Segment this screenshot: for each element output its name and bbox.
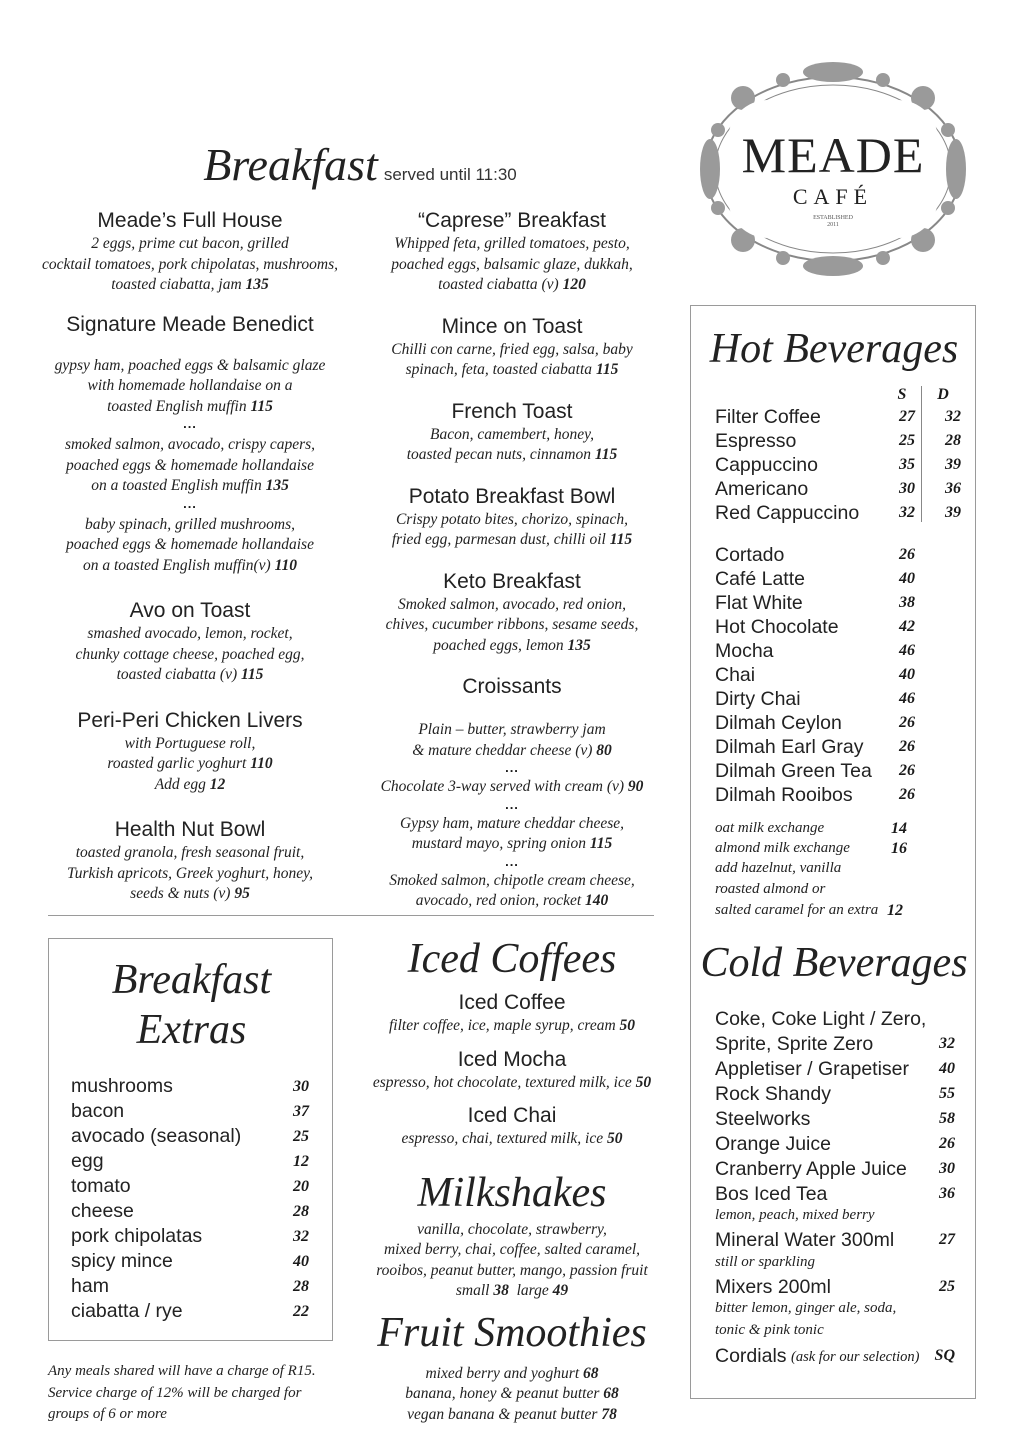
extras-row <box>71 1175 311 1199</box>
extras-price: 40 <box>293 1253 309 1270</box>
item-name: Croissants <box>462 675 562 698</box>
beverage-price: 27 <box>939 1231 955 1248</box>
beverage-price: 26 <box>899 546 915 563</box>
beverage-price: 32 <box>939 1035 955 1052</box>
menu-item <box>40 515 340 577</box>
menu-item <box>40 708 340 796</box>
extras-name: mushrooms <box>71 1075 173 1097</box>
note-text: roasted almond or <box>715 881 826 897</box>
item-price: 140 <box>585 892 609 909</box>
size-label: large <box>516 1282 549 1299</box>
item-name: Iced Coffee <box>458 991 566 1014</box>
item-name: Keto Breakfast <box>443 569 581 593</box>
beverage-name: Orange Juice <box>715 1133 831 1155</box>
item-desc: on a toasted English muffin <box>91 477 262 494</box>
item-price: 135 <box>265 477 289 494</box>
size-label: small <box>455 1282 490 1299</box>
breakfast-right-column <box>362 208 662 912</box>
item-name: “Caprese” Breakfast <box>418 209 606 232</box>
item-price: 115 <box>594 446 618 463</box>
price-double: 32 <box>945 408 961 425</box>
item-desc: rooibos, peanut butter, mango, passion fruit <box>376 1261 648 1279</box>
beverage-name: Mixers 200ml <box>715 1276 831 1298</box>
extras-row <box>71 1300 311 1324</box>
menu-item <box>362 814 662 855</box>
beverage-name: Appletiser / Grapetiser <box>715 1058 910 1080</box>
item-price: 110 <box>274 556 297 574</box>
beverage-row <box>715 760 965 784</box>
beverage-name: Steelworks <box>715 1108 811 1130</box>
beverage-price: 40 <box>899 666 915 683</box>
beverage-name: Espresso <box>715 430 797 452</box>
item-desc: vanilla, chocolate, strawberry, <box>417 1220 607 1238</box>
beverage-name: Rock Shandy <box>715 1083 831 1105</box>
menu-item <box>362 569 662 657</box>
item-price: 135 <box>245 276 269 293</box>
item-name: Health Nut Bowl <box>114 818 266 841</box>
item-desc: Crispy potato bites, chorizo, spinach, <box>395 510 629 528</box>
beverage-price: 26 <box>899 714 915 731</box>
item-name: Avo on Toast <box>129 599 251 622</box>
beverage-row <box>715 1133 965 1157</box>
extras-name: tomato <box>71 1175 131 1197</box>
beverage-name: Dilmah Ceylon <box>715 712 842 734</box>
beverage-name: Filter Coffee <box>715 406 821 428</box>
item-price: 80 <box>596 741 612 759</box>
item-desc: toasted ciabatta, jam <box>111 276 242 293</box>
item-price: 12 <box>209 775 226 793</box>
extras-name: cheese <box>71 1200 134 1222</box>
beverage-name: Flat White <box>715 592 803 614</box>
beverage-price: 55 <box>939 1085 955 1102</box>
item-desc: & mature cheddar cheese (v) <box>412 741 593 759</box>
item-desc: chunky cottage cheese, poached egg, <box>75 645 305 663</box>
separator: ... <box>505 853 519 869</box>
note-text: salted caramel for an extra <box>715 902 879 918</box>
extras-name: bacon <box>71 1100 125 1122</box>
extras-row <box>71 1150 311 1174</box>
item-desc: toasted ciabatta (v) <box>116 666 238 683</box>
item-desc: Plain – butter, strawberry jam <box>418 721 606 738</box>
beverage-row <box>715 454 965 478</box>
beverage-price: SQ <box>934 1347 955 1364</box>
item-desc: seeds & nuts (v) <box>130 885 231 902</box>
item-desc: smashed avocado, lemon, rocket, <box>87 625 293 642</box>
price-double: 28 <box>945 432 961 449</box>
item-name: Signature Meade Benedict <box>66 312 314 336</box>
beverage-name: Bos Iced Tea <box>715 1183 828 1205</box>
menu-item <box>40 208 340 296</box>
extras-name: spicy mince <box>71 1250 173 1272</box>
item-desc: fried egg, parmesan dust, chilli oil <box>391 531 606 548</box>
item-price: 78 <box>601 1405 617 1423</box>
beverage-row <box>715 478 965 502</box>
extras-row <box>71 1225 311 1249</box>
item-desc: roasted garlic yoghurt <box>107 755 247 772</box>
beverage-row <box>715 1345 965 1369</box>
item-desc: espresso, hot chocolate, textured milk, ice <box>372 1073 632 1091</box>
beverage-row <box>715 1108 965 1132</box>
menu-item <box>40 356 340 418</box>
extras-row <box>71 1200 311 1224</box>
separator: ... <box>183 495 197 511</box>
col-header-d: D <box>937 386 949 403</box>
beverage-row <box>715 1276 965 1300</box>
price-double: 39 <box>945 456 961 473</box>
extras-price: 30 <box>293 1078 309 1095</box>
item-desc: Turkish apricots, Greek yoghurt, honey, <box>66 864 314 882</box>
beverage-name: Dilmah Green Tea <box>715 760 872 782</box>
beverage-price: 26 <box>899 738 915 755</box>
item-name: Iced Chai <box>467 1104 557 1127</box>
extras-row <box>71 1125 311 1149</box>
extras-price: 25 <box>293 1128 309 1145</box>
note-text: almond milk exchange <box>715 840 850 856</box>
beverage-name: Red Cappuccino <box>715 502 860 524</box>
beverage-row <box>715 1008 965 1032</box>
logo-established: ESTABLISHED <box>813 215 853 221</box>
item-desc: chives, cucumber ribbons, sesame seeds, <box>385 616 639 633</box>
beverage-name: Dilmah Earl Gray <box>715 736 864 758</box>
item-desc: toasted pecan nuts, cinnamon <box>406 446 591 463</box>
item-desc: poached eggs & homemade hollandaise <box>66 536 314 553</box>
extras-name: egg <box>71 1150 104 1172</box>
item-desc: baby spinach, grilled mushrooms, <box>85 515 295 533</box>
beverage-row <box>715 1083 965 1107</box>
beverage-price: 40 <box>899 570 915 587</box>
item-desc: Chocolate 3-way served with cream (v) <box>380 778 625 795</box>
beverage-name: Cappuccino <box>715 454 818 476</box>
item-desc: toasted granola, fresh seasonal fruit, <box>75 844 305 861</box>
item-price: 68 <box>583 1364 599 1382</box>
item-price: 115 <box>250 397 273 415</box>
col-header-s: S <box>897 386 907 403</box>
extras-row <box>71 1075 311 1099</box>
extras-price: 22 <box>293 1303 309 1320</box>
item-desc: mixed berry, chai, coffee, salted caramel, <box>383 1241 641 1258</box>
beverage-row <box>715 568 965 592</box>
price-small: 35 <box>899 456 915 473</box>
item-price: 68 <box>603 1385 619 1402</box>
note-text: tonic & pink tonic <box>715 1322 824 1338</box>
beverage-name: Dilmah Rooibos <box>715 784 853 806</box>
price-double: 36 <box>945 480 961 497</box>
item-desc: Smoked salmon, avocado, red onion, <box>397 595 626 613</box>
item-name: Iced Mocha <box>457 1047 567 1071</box>
beverage-name: Dirty Chai <box>715 688 801 710</box>
item-desc: mixed berry and yoghurt <box>425 1364 580 1382</box>
breakfast-subtitle: served until 11:30 <box>383 165 517 184</box>
milkshakes-title: Milkshakes <box>417 1169 607 1216</box>
extras-price: 28 <box>293 1278 309 1295</box>
item-desc: with homemade hollandaise on a <box>87 377 293 394</box>
item-desc: smoked salmon, avocado, crispy capers, <box>64 436 316 453</box>
beverage-name: Hot Chocolate <box>715 616 839 638</box>
item-price: 115 <box>609 531 633 548</box>
footnote-line: Service charge of 12% will be charged for <box>48 1384 302 1401</box>
beverage-price: 30 <box>939 1160 955 1177</box>
price-small: 27 <box>899 408 915 425</box>
beverage-row <box>715 544 965 568</box>
item-desc: Add egg <box>154 775 206 793</box>
beverage-row <box>715 1033 965 1057</box>
price-small: 30 <box>899 480 915 497</box>
beverage-price: 58 <box>939 1110 955 1127</box>
extras-price: 28 <box>293 1203 309 1220</box>
beverage-name: Chai <box>715 664 756 686</box>
item-desc: Whipped feta, grilled tomatoes, pesto, <box>394 235 630 252</box>
item-name: French Toast <box>451 399 573 423</box>
beverage-name: Cordials <box>715 1345 787 1367</box>
breakfast-title: Breakfast <box>203 139 378 190</box>
separator: ... <box>183 416 197 431</box>
beverage-row <box>715 1229 965 1253</box>
beverage-row <box>715 640 965 664</box>
note-text: bitter lemon, ginger ale, soda, <box>715 1300 897 1316</box>
item-desc: toasted English muffin <box>107 397 247 415</box>
beverage-price: 26 <box>939 1135 955 1152</box>
section-divider <box>48 915 654 916</box>
beverage-name: Café Latte <box>715 568 805 590</box>
menu-item <box>362 777 662 798</box>
beverage-row <box>715 1183 965 1207</box>
beverage-name: Mineral Water 300ml <box>715 1229 895 1251</box>
beverage-price: 25 <box>939 1278 955 1295</box>
item-price: 135 <box>567 636 591 654</box>
extras-name: ham <box>71 1275 109 1297</box>
beverage-row <box>715 616 965 640</box>
note-text: lemon, peach, mixed berry <box>715 1207 875 1223</box>
extras-price: 37 <box>293 1103 309 1120</box>
price-small: 25 <box>899 432 915 449</box>
item-name: Peri-Peri Chicken Livers <box>77 708 303 732</box>
beverage-name: Sprite, Sprite Zero <box>715 1033 874 1055</box>
iced-title: Iced Coffees <box>407 936 617 982</box>
beverage-row <box>715 712 965 736</box>
menu-item <box>362 871 662 912</box>
extras-price: 20 <box>293 1178 309 1195</box>
breakfast-heading <box>0 138 720 191</box>
logo-name: MEADE <box>741 127 925 183</box>
beverage-row <box>715 1058 965 1082</box>
menu-item <box>362 720 662 761</box>
item-name: Meade’s Full House <box>97 209 283 232</box>
extras-name: ciabatta / rye <box>71 1300 183 1322</box>
beverage-row <box>715 430 965 454</box>
item-desc: Gypsy ham, mature cheddar cheese, <box>399 814 625 832</box>
item-price: 90 <box>627 778 644 795</box>
note-text: still or sparkling <box>715 1254 816 1270</box>
middle-column <box>352 932 672 1425</box>
item-desc: on a toasted English muffin(v) <box>83 556 271 574</box>
item-price: 50 <box>619 1017 636 1034</box>
item-price: 50 <box>606 1130 623 1147</box>
item-desc: 2 eggs, prime cut bacon, grilled <box>91 235 289 252</box>
extras-price: 32 <box>293 1228 309 1245</box>
item-desc: filter coffee, ice, maple syrup, cream <box>388 1017 616 1034</box>
beverage-name: Cortado <box>715 544 785 566</box>
item-desc: spinach, feta, toasted ciabatta <box>405 361 593 378</box>
beverage-row <box>715 406 965 430</box>
item-desc: Chilli con carne, fried egg, salsa, baby <box>391 340 633 358</box>
extras-title-line2: Extras <box>136 1007 247 1053</box>
item-desc: Smoked salmon, chipotle cream cheese, <box>389 871 635 889</box>
beverage-row <box>715 664 965 688</box>
extras-price: 12 <box>293 1153 309 1170</box>
meade-cafe-logo <box>688 58 978 280</box>
item-price: 110 <box>250 755 273 772</box>
beverages-box <box>690 305 976 1399</box>
note-text: oat milk exchange <box>715 820 825 836</box>
note-text: add hazelnut, vanilla <box>715 860 842 876</box>
separator: ... <box>505 760 519 775</box>
note-text: (ask for our selection) <box>791 1349 920 1365</box>
price-double: 39 <box>945 504 961 521</box>
extras-row <box>71 1275 311 1299</box>
item-price: 115 <box>589 835 613 852</box>
logo-year: 2011 <box>827 222 839 228</box>
beverage-row <box>715 784 965 808</box>
price-small: 32 <box>899 504 915 521</box>
hot-title: Hot Beverages <box>709 326 959 372</box>
logo-sub: CAFÉ <box>792 184 874 209</box>
note-price: 14 <box>891 820 907 837</box>
extras-row <box>71 1250 311 1274</box>
breakfast-left-column <box>40 208 340 905</box>
extras-row <box>71 1100 311 1124</box>
item-desc: with Portuguese roll, <box>124 734 256 752</box>
menu-item <box>40 817 340 905</box>
menu-item <box>40 598 340 686</box>
beverage-name: Cranberry Apple Juice <box>715 1158 907 1180</box>
menu-item <box>362 208 662 296</box>
beverage-price: 36 <box>939 1185 955 1202</box>
footnote-line: groups of 6 or more <box>48 1406 167 1422</box>
smoothies-title: Fruit Smoothies <box>377 1309 647 1356</box>
beverage-row <box>715 688 965 712</box>
extras-name: pork chipolatas <box>71 1225 203 1247</box>
item-price: 49 <box>552 1282 569 1299</box>
beverage-price: 42 <box>899 618 915 635</box>
beverage-row <box>715 1158 965 1182</box>
beverage-price: 26 <box>899 762 915 779</box>
item-price: 50 <box>635 1073 652 1091</box>
beverage-row <box>715 592 965 616</box>
menu-item <box>362 484 662 551</box>
item-desc: Bacon, camembert, honey, <box>430 425 594 443</box>
item-desc: poached eggs, balsamic glaze, dukkah, <box>391 255 633 273</box>
beverage-name: Coke, Coke Light / Zero, <box>715 1008 927 1030</box>
footnote <box>48 1361 348 1426</box>
item-price: 115 <box>241 666 264 683</box>
beverage-row <box>715 502 965 526</box>
beverage-row <box>715 736 965 760</box>
menu-item <box>40 435 340 497</box>
breakfast-extras-box <box>48 938 333 1341</box>
item-desc: espresso, chai, textured milk, ice <box>401 1130 604 1147</box>
item-desc: poached eggs & homemade hollandaise <box>66 456 314 474</box>
item-desc: vegan banana & peanut butter <box>407 1405 598 1423</box>
item-desc: mustard mayo, spring onion <box>411 835 586 852</box>
item-desc: toasted ciabatta (v) <box>438 276 559 293</box>
note-price: 12 <box>887 902 903 919</box>
item-desc: avocado, red onion, rocket <box>415 892 582 909</box>
item-desc: cocktail tomatoes, pork chipolatas, mushrooms, <box>41 255 339 273</box>
cold-title: Cold Beverages <box>700 940 968 986</box>
beverage-price: 46 <box>899 642 915 659</box>
extras-name: avocado (seasonal) <box>71 1125 242 1147</box>
item-desc: banana, honey & peanut butter <box>405 1385 600 1402</box>
beverage-price: 40 <box>939 1060 955 1077</box>
separator: ... <box>505 796 519 812</box>
item-desc: gypsy ham, poached eggs & balsamic glaze <box>54 356 326 374</box>
item-price: 120 <box>562 276 586 293</box>
item-name: Mince on Toast <box>441 314 583 338</box>
item-price: 38 <box>493 1282 509 1299</box>
item-price: 115 <box>595 361 619 378</box>
beverage-price: 38 <box>899 594 915 611</box>
menu-item <box>362 314 662 381</box>
beverage-price: 46 <box>899 690 915 707</box>
extras-title-line1: Breakfast <box>111 957 272 1003</box>
note-price: 16 <box>891 840 907 857</box>
item-price: 95 <box>234 885 250 902</box>
beverage-name: Americano <box>715 478 809 500</box>
footnote-line: Any meals shared will have a charge of R15. <box>48 1363 316 1379</box>
beverage-price: 26 <box>899 786 915 803</box>
item-name: Potato Breakfast Bowl <box>408 484 616 508</box>
beverage-name: Mocha <box>715 640 774 662</box>
item-desc: poached eggs, lemon <box>433 636 564 654</box>
menu-item <box>362 399 662 466</box>
